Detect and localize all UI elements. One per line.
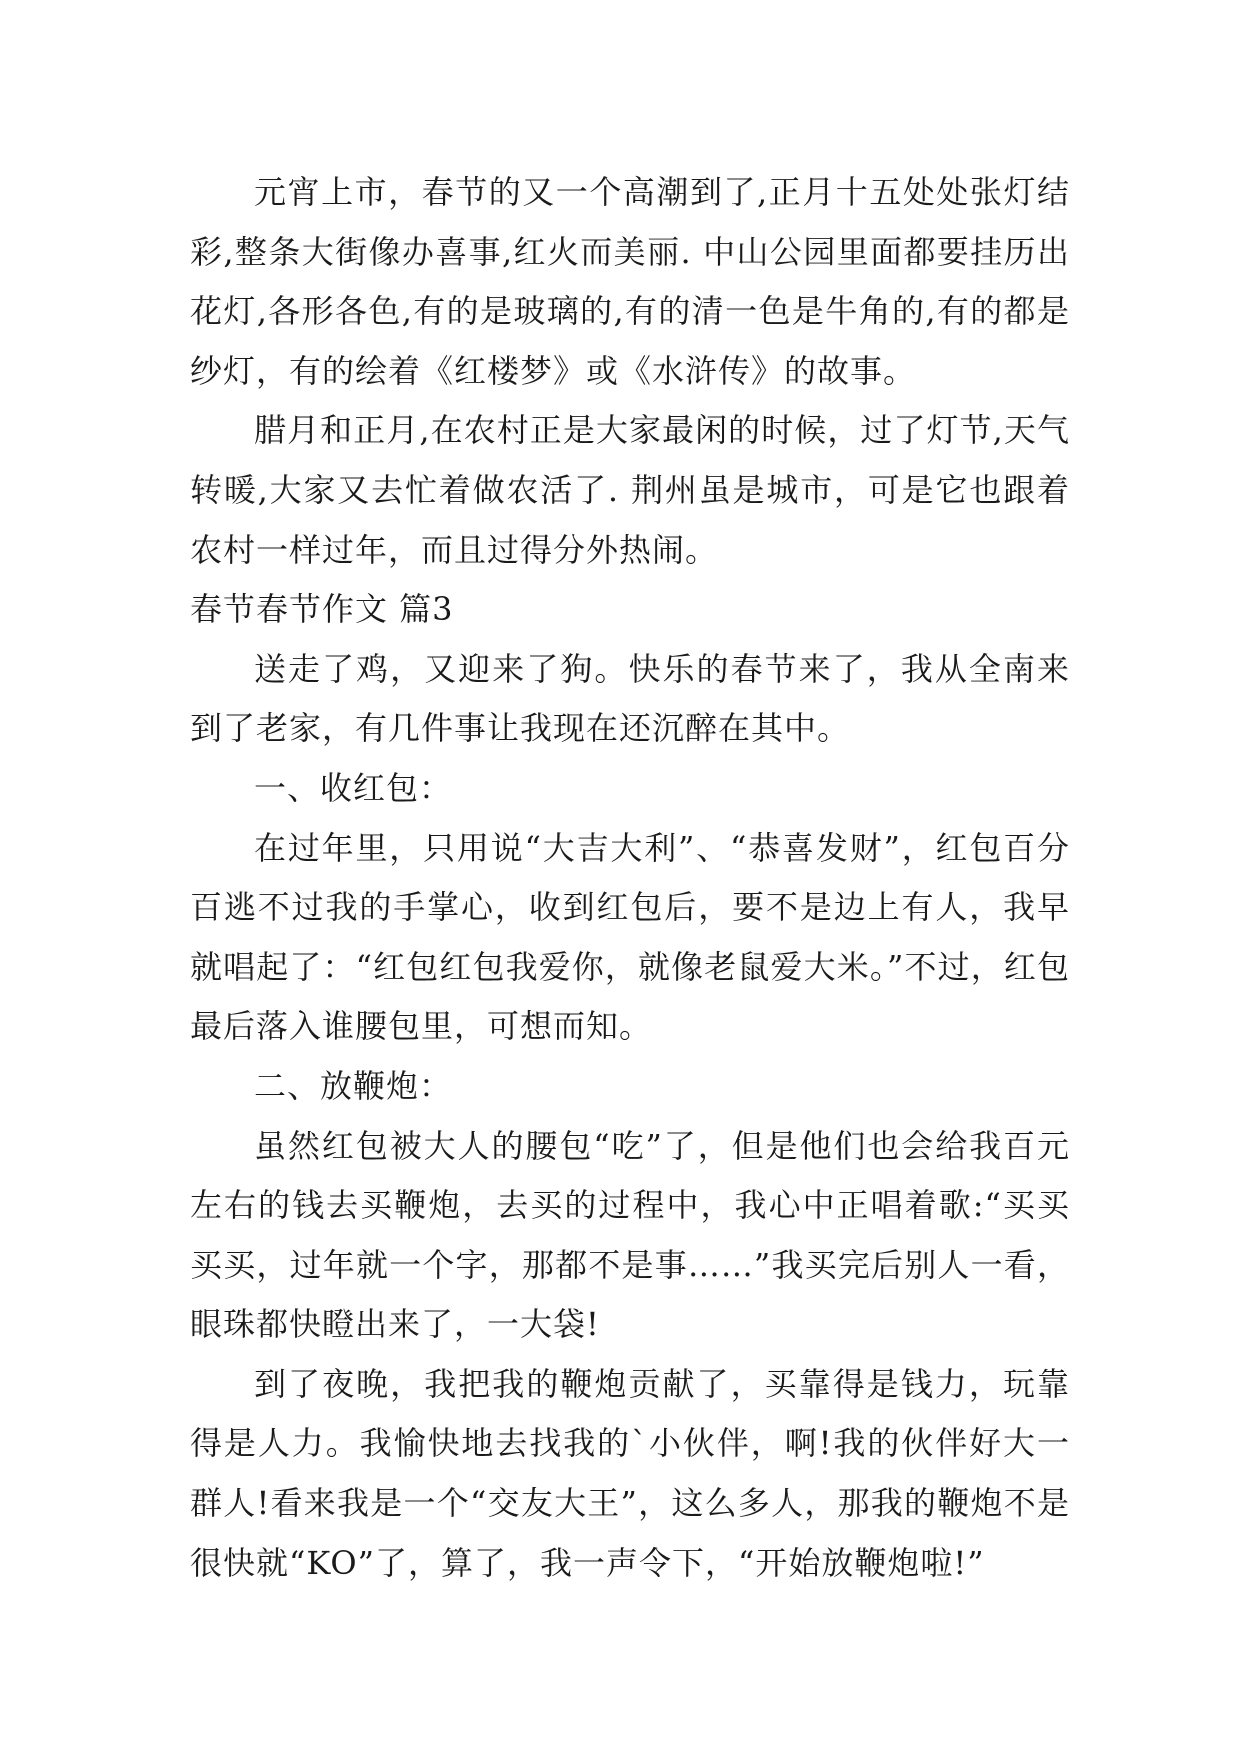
paragraph-rural-new-year: 腊月和正月,在农村正是大家最闲的时候，过了灯节,天气转暖,大家又去忙着做农活了. 荆州虽是城市，可是它也跟着农村一样过年，而且过得分外热闹。 bbox=[190, 411, 1070, 569]
paragraph-lantern-festival: 元宵上市，春节的又一个高潮到了,正月十五处处张灯结彩,整条大街像办喜事,红火而美丽. 中山公园里面都要挂历出花灯,各形各色,有的是玻璃的,有的清一色是牛角的,有的都是纱灯，有的绘着《红楼梦》或《水浒传》的故事。 bbox=[190, 173, 1070, 390]
section-heading: 春节春节作文 篇3 bbox=[190, 590, 454, 629]
paragraph-red-envelope: 在过年里，只用说“大吉大利”、“恭喜发财”，红包百分百逃不过我的手掌心，收到红包后，要不是边上有人，我早就唱起了：“红包红包我爱你，就像老鼠爱大米。”不过，红包最后落入谁腰包里，可想而知。 bbox=[190, 828, 1070, 1046]
document-body bbox=[190, 163, 1070, 1593]
paragraph-buying-firecrackers: 虽然红包被大人的腰包“吃”了，但是他们也会给我百元左右的钱去买鞭炮，去买的过程中，我心中正唱着歌:“买买买买，过年就一个字，那都不是事……”我买完后别人一看，眼珠都快瞪出来了，一大袋! bbox=[190, 1126, 1070, 1344]
paragraph-intro: 送走了鸡，又迎来了狗。快乐的春节来了，我从全南来到了老家，有几件事让我现在还沉醉在其中。 bbox=[190, 649, 1070, 748]
paragraph-night-firecrackers: 到了夜晚，我把我的鞭炮贡献了，买靠得是钱力，玩靠得是人力。我愉快地去找我的`小伙伴，啊!我的伙伴好大一群人!看来我是一个“交友大王”，这么多人，那我的鞭炮不是很快就“KO”了，算了，我一声令下，“开始放鞭炮啦!” bbox=[190, 1364, 1070, 1582]
subheading-red-envelope: 一、收红包： bbox=[254, 768, 453, 807]
subheading-firecrackers: 二、放鞭炮： bbox=[254, 1066, 453, 1105]
